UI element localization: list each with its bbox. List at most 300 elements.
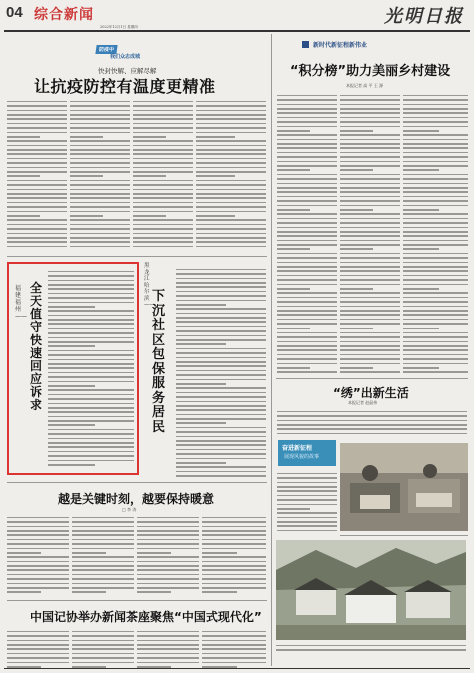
- text-line: [277, 231, 337, 233]
- text-line: [70, 184, 130, 186]
- text-line: [137, 591, 171, 593]
- story-series-tag: [278, 440, 336, 466]
- section-rule: [276, 378, 468, 379]
- text-line: [133, 246, 193, 248]
- text-line: [277, 200, 337, 202]
- text-line: [133, 184, 193, 186]
- text-line: [340, 117, 400, 119]
- text-line: [196, 202, 266, 204]
- text-line: [70, 219, 130, 221]
- text-line: [48, 328, 134, 330]
- text-line: [196, 158, 266, 160]
- text-line: [72, 574, 134, 576]
- text-line: [277, 306, 337, 308]
- text-line: [340, 112, 400, 114]
- text-line: [7, 132, 67, 134]
- text-line: [403, 126, 468, 128]
- text-line: [277, 196, 337, 198]
- text-line: [72, 526, 134, 528]
- text-line: [202, 526, 266, 528]
- text-line: [403, 310, 468, 312]
- text-line: [277, 222, 337, 224]
- text-line: [70, 206, 130, 208]
- text-line: [133, 237, 193, 239]
- text-line: [137, 578, 199, 580]
- text-line: [70, 215, 103, 217]
- text-line: [48, 367, 134, 369]
- text-line: [403, 248, 439, 250]
- text-line: [133, 180, 193, 182]
- text-line: [133, 149, 193, 151]
- text-line: [403, 297, 468, 299]
- text-line: [277, 415, 467, 417]
- text-line: [403, 191, 468, 193]
- text-line: [403, 235, 468, 237]
- text-line: [340, 227, 400, 229]
- text-line: [7, 224, 67, 226]
- text-line: [202, 662, 266, 664]
- text-line: [403, 345, 468, 347]
- text-line: [72, 653, 134, 655]
- page-number: 04: [6, 4, 23, 21]
- text-line: [48, 416, 134, 418]
- text-line: [196, 206, 266, 208]
- text-line: [403, 266, 468, 268]
- text-line: [340, 319, 400, 321]
- text-line: [176, 440, 266, 442]
- text-line: [48, 451, 134, 453]
- text-line: [277, 191, 337, 193]
- text-line: [340, 209, 373, 211]
- text-line: [403, 121, 468, 123]
- text-line: [403, 292, 468, 294]
- text-line: [48, 280, 134, 282]
- text-line: [7, 206, 67, 208]
- text-line: [7, 539, 69, 541]
- text-line: [403, 174, 468, 176]
- text-line: [277, 279, 337, 281]
- text-line: [277, 336, 337, 338]
- text-line: [403, 270, 468, 272]
- text-line: [202, 587, 266, 589]
- text-line: [7, 123, 67, 125]
- text-line: [340, 358, 400, 360]
- text-line: [277, 95, 337, 97]
- text-line: [277, 213, 337, 215]
- text-line: [277, 424, 467, 426]
- text-line: [340, 275, 400, 277]
- side-story-body: [176, 266, 266, 478]
- text-line: [176, 308, 266, 310]
- text-line: [277, 363, 337, 365]
- text-line: [7, 127, 67, 129]
- text-line: [277, 108, 337, 110]
- text-line: [403, 183, 468, 185]
- text-line: [196, 132, 266, 134]
- text-line: [70, 246, 130, 248]
- text-line: [48, 354, 134, 356]
- text-line: [403, 349, 468, 351]
- text-line: [133, 136, 166, 138]
- text-line: [277, 297, 337, 299]
- text-line: [48, 455, 134, 457]
- text-line: [70, 171, 130, 173]
- text-line: [176, 436, 266, 438]
- text-line: [7, 241, 67, 243]
- article-column: [7, 98, 67, 248]
- text-line: [7, 110, 67, 112]
- text-line: [72, 561, 134, 563]
- text-line: [72, 657, 134, 659]
- text-line: [340, 341, 400, 343]
- text-line: [277, 517, 337, 519]
- text-line: [176, 304, 226, 306]
- text-line: [403, 205, 468, 207]
- text-line: [176, 348, 266, 350]
- text-line: [70, 127, 130, 129]
- text-line: [403, 301, 468, 303]
- text-line: [277, 270, 337, 272]
- text-line: [137, 569, 199, 571]
- text-line: [277, 341, 337, 343]
- text-line: [277, 332, 337, 334]
- text-line: [340, 174, 400, 176]
- text-line: [133, 105, 193, 107]
- text-line: [277, 433, 467, 435]
- text-line: [7, 219, 67, 221]
- text-line: [340, 270, 400, 272]
- text-line: [196, 149, 266, 151]
- text-line: [48, 411, 134, 413]
- text-line: [70, 136, 103, 138]
- text-line: [48, 332, 134, 334]
- text-line: [7, 574, 69, 576]
- text-line: [202, 583, 266, 585]
- text-line: [7, 118, 67, 120]
- text-line: [277, 482, 337, 484]
- text-line: [133, 241, 193, 243]
- text-line: [137, 640, 199, 642]
- text-line: [70, 180, 130, 182]
- text-line: [340, 191, 400, 193]
- text-line: [7, 153, 67, 155]
- text-line: [403, 104, 468, 106]
- text-line: [133, 101, 193, 103]
- text-line: [340, 248, 373, 250]
- text-line: [202, 521, 266, 523]
- text-line: [133, 114, 193, 116]
- text-line: [133, 224, 193, 226]
- text-line: [276, 645, 466, 647]
- text-line: [403, 332, 468, 334]
- text-line: [277, 512, 337, 514]
- text-line: [202, 648, 266, 650]
- text-line: [403, 178, 468, 180]
- text-line: [137, 561, 199, 563]
- text-line: [137, 631, 199, 633]
- text-line: [7, 145, 67, 147]
- text-line: [196, 105, 266, 107]
- text-line: [340, 336, 400, 338]
- text-line: [403, 156, 468, 158]
- text-line: [176, 466, 266, 468]
- text-line: [403, 323, 468, 325]
- text-line: [137, 526, 199, 528]
- text-line: [340, 257, 400, 259]
- text-line: [70, 158, 130, 160]
- text-line: [277, 495, 337, 497]
- text-line: [196, 193, 266, 195]
- embroidery-photo: [340, 443, 468, 531]
- text-line: [340, 253, 400, 255]
- text-line: [202, 552, 237, 554]
- text-line: [340, 187, 400, 189]
- column-banner: [94, 43, 184, 61]
- text-line: [202, 569, 266, 571]
- text-line: [7, 184, 67, 186]
- text-line: [7, 565, 69, 567]
- text-line: [70, 175, 103, 177]
- text-line: [176, 401, 266, 403]
- text-line: [196, 140, 266, 142]
- text-line: [340, 147, 400, 149]
- side-story-location: 黑龙江哈尔滨——: [144, 263, 155, 308]
- text-line: [403, 139, 468, 141]
- text-line: [70, 149, 130, 151]
- text-line: [277, 218, 337, 220]
- lead-headline: 让抗疫防控有温度更精准: [34, 77, 216, 96]
- text-line: [176, 458, 266, 460]
- text-line: [7, 569, 69, 571]
- text-line: [202, 631, 266, 633]
- text-line: [176, 357, 266, 359]
- text-line: [277, 420, 467, 422]
- article-column: [277, 92, 337, 375]
- text-line: [48, 345, 95, 347]
- text-line: [137, 644, 199, 646]
- text-line: [403, 354, 468, 356]
- story-tag-title: 奋进新征程: [282, 445, 313, 452]
- text-line: [70, 162, 130, 164]
- text-line: [277, 323, 337, 325]
- text-line: [196, 241, 266, 243]
- text-line: [70, 110, 130, 112]
- text-line: [277, 235, 337, 237]
- text-line: [72, 631, 134, 633]
- article-column: [403, 92, 468, 375]
- text-line: [403, 117, 468, 119]
- text-line: [176, 475, 266, 477]
- text-line: [340, 152, 400, 154]
- text-line: [403, 152, 468, 154]
- text-line: [196, 246, 266, 248]
- text-line: [277, 521, 337, 523]
- text-line: [176, 383, 226, 385]
- text-line: [48, 433, 134, 435]
- text-line: [403, 134, 468, 136]
- text-line: [176, 335, 266, 337]
- text-line: [277, 486, 337, 488]
- text-line: [277, 209, 310, 211]
- text-line: [196, 197, 266, 199]
- text-line: [277, 130, 310, 132]
- text-line: [196, 175, 235, 177]
- text-line: [277, 240, 337, 242]
- text-line: [48, 429, 134, 431]
- text-line: [196, 211, 266, 213]
- text-line: [176, 273, 266, 275]
- text-line: [48, 385, 95, 387]
- text-line: [70, 140, 130, 142]
- text-line: [48, 363, 134, 365]
- text-line: [277, 490, 337, 492]
- text-line: [277, 161, 337, 163]
- text-line: [403, 143, 468, 145]
- text-line: [133, 132, 193, 134]
- text-line: [403, 319, 468, 321]
- text-line: [176, 396, 266, 398]
- text-line: [7, 215, 40, 217]
- text-line: [403, 341, 468, 343]
- text-line: [137, 587, 199, 589]
- text-line: [277, 165, 337, 167]
- article-column: [340, 92, 400, 375]
- text-line: [7, 521, 69, 523]
- text-line: [133, 193, 193, 195]
- text-line: [70, 233, 130, 235]
- text-line: [7, 162, 67, 164]
- text-line: [48, 271, 134, 273]
- text-line: [277, 134, 337, 136]
- text-line: [137, 662, 199, 664]
- text-line: [340, 367, 373, 369]
- text-line: [196, 171, 266, 173]
- series-label: 新时代新征程新伟业: [313, 42, 368, 49]
- section-rule: [7, 256, 267, 257]
- text-line: [196, 237, 266, 239]
- text-line: [70, 132, 130, 134]
- text-line: [340, 183, 400, 185]
- text-line: [176, 453, 266, 455]
- text-line: [340, 143, 400, 145]
- text-line: [340, 134, 400, 136]
- article-column: [7, 628, 69, 668]
- text-line: [176, 387, 266, 389]
- article-column: [196, 98, 266, 248]
- text-line: [133, 127, 193, 129]
- text-line: [277, 358, 337, 360]
- text-line: [7, 534, 69, 536]
- text-line: [277, 244, 337, 246]
- commentary-column: [7, 514, 69, 596]
- text-line: [196, 162, 266, 164]
- text-line: [403, 187, 468, 189]
- text-line: [70, 224, 130, 226]
- text-line: [340, 161, 400, 163]
- text-line: [137, 521, 199, 523]
- text-line: [196, 189, 266, 191]
- text-line: [340, 354, 400, 356]
- text-line: [340, 279, 400, 281]
- text-line: [72, 587, 134, 589]
- text-line: [340, 297, 400, 299]
- text-line: [403, 262, 468, 264]
- text-line: [403, 169, 439, 171]
- text-line: [7, 548, 69, 550]
- text-line: [277, 257, 337, 259]
- text-line: [7, 101, 67, 103]
- article-column: [202, 628, 266, 668]
- text-line: [48, 302, 134, 304]
- text-line: [176, 361, 266, 363]
- text-line: [48, 398, 134, 400]
- text-line: [70, 105, 130, 107]
- text-line: [70, 228, 130, 230]
- text-line: [133, 167, 193, 169]
- text-line: [277, 288, 310, 290]
- village-photo: [276, 540, 466, 640]
- text-line: [202, 548, 266, 550]
- text-line: [277, 253, 337, 255]
- text-line: [48, 376, 134, 378]
- text-line: [403, 209, 439, 211]
- text-line: [137, 548, 199, 550]
- text-line: [7, 189, 67, 191]
- text-line: [7, 233, 67, 235]
- text-line: [176, 414, 266, 416]
- text-line: [202, 640, 266, 642]
- text-line: [7, 140, 67, 142]
- text-line: [202, 539, 266, 541]
- text-line: [340, 262, 400, 264]
- text-line: [137, 539, 199, 541]
- text-line: [277, 205, 337, 207]
- text-line: [48, 424, 95, 426]
- text-line: [340, 345, 400, 347]
- text-line: [196, 153, 266, 155]
- text-line: [340, 292, 400, 294]
- text-line: [48, 389, 134, 391]
- text-line: [176, 313, 266, 315]
- text-line: [48, 372, 134, 374]
- text-line: [176, 278, 266, 280]
- text-line: [340, 156, 400, 158]
- text-line: [7, 543, 69, 545]
- commentary-column: [72, 514, 134, 596]
- text-line: [133, 206, 193, 208]
- text-line: [340, 218, 400, 220]
- text-line: [72, 521, 134, 523]
- text-line: [403, 306, 468, 308]
- text-line: [277, 319, 337, 321]
- text-line: [176, 370, 266, 372]
- text-line: [72, 662, 134, 664]
- text-line: [196, 136, 235, 138]
- text-line: [202, 556, 266, 558]
- text-line: [133, 189, 193, 191]
- banner-subtitle: 我们众志成城: [110, 54, 141, 60]
- text-line: [48, 394, 134, 396]
- text-line: [403, 99, 468, 101]
- text-line: [133, 110, 193, 112]
- text-line: [277, 169, 310, 171]
- article-column: [277, 408, 467, 436]
- text-line: [133, 219, 193, 221]
- text-line: [70, 189, 130, 191]
- text-line: [137, 534, 199, 536]
- text-line: [176, 269, 266, 271]
- text-line: [48, 442, 134, 444]
